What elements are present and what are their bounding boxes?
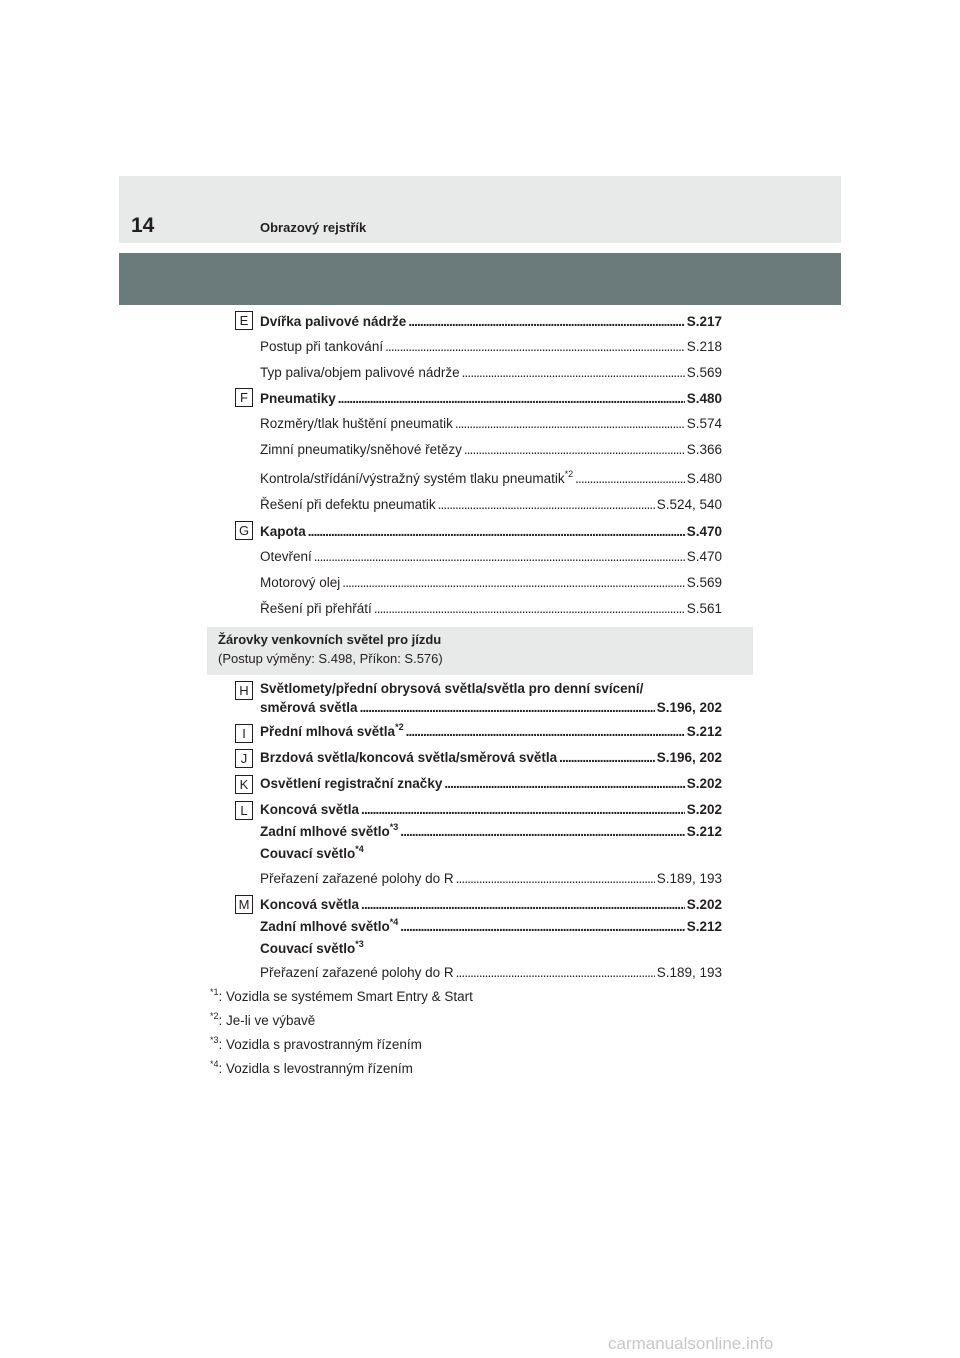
- entry-page[interactable]: S.470: [686, 524, 722, 539]
- footnote: $^{*2}$: Je-li ve výbavě: [210, 1011, 316, 1028]
- entry-page[interactable]: S.470: [686, 549, 722, 564]
- entry-page[interactable]: S.480: [686, 391, 722, 406]
- index-letter-m: M: [235, 895, 253, 914]
- index-entry[interactable]: [260, 721, 722, 743]
- footnote-ref: *3: [355, 939, 364, 949]
- header-band: [119, 253, 841, 305]
- entry-label: Kapota: [260, 524, 306, 539]
- entry-label: Koncová světla: [260, 897, 360, 912]
- entry-label: Couvací světlo$^{*3}$: [260, 939, 364, 956]
- footnote-ref: *4: [389, 917, 399, 927]
- index-entry[interactable]: [260, 598, 722, 620]
- index-entry[interactable]: [260, 468, 722, 490]
- watermark: carmanualsonline.info: [608, 1334, 774, 1353]
- entry-label: Koncová světla: [260, 802, 360, 817]
- group-title: Žárovky venkovních světel pro jízdu: [218, 632, 442, 647]
- entry-label: Typ paliva/objem palivové nádrže: [260, 365, 460, 380]
- entry-label: Couvací světlo$^{*4}$: [260, 844, 364, 861]
- entry-label: Zadní mlhové světlo$^{*4}$: [260, 917, 399, 934]
- footnote: $^{*1}$: Vozidla se systémem Smart Entry & Start: [210, 987, 473, 1004]
- entry-label: Osvětlení registrační značky: [260, 776, 443, 791]
- index-entry[interactable]: [260, 336, 722, 358]
- index-entry[interactable]: [260, 546, 722, 568]
- index-entry[interactable]: [260, 388, 722, 410]
- entry-label: Přeřazení zařazené polohy do R: [260, 965, 454, 980]
- index-letter-f: F: [235, 388, 253, 407]
- page-header: [119, 176, 841, 243]
- index-letter-e: E: [235, 311, 253, 330]
- index-entry[interactable]: [260, 747, 722, 769]
- page-number: 14: [131, 214, 155, 237]
- entry-page[interactable]: S.189, 193: [656, 871, 722, 886]
- index-entry[interactable]: [260, 799, 722, 821]
- index-entry[interactable]: [260, 572, 722, 594]
- entry-page[interactable]: S.366: [686, 442, 722, 457]
- entry-label: Brzdová světla/koncová světla/směrová světla: [260, 750, 558, 765]
- entry-page[interactable]: S.480: [686, 471, 722, 486]
- entry-page[interactable]: S.524, 540: [656, 497, 722, 512]
- entry-label: Zimní pneumatiky/sněhové řetězy: [260, 442, 462, 457]
- entry-page[interactable]: S.561: [686, 601, 722, 616]
- footnote-ref: *3: [389, 822, 399, 832]
- entry-label: směrová světla: [260, 700, 358, 715]
- bulb-group-box: [207, 627, 753, 675]
- entry-label: Zadní mlhové světlo$^{*3}$: [260, 822, 399, 839]
- entry-page[interactable]: S.202: [686, 897, 722, 912]
- index-entry[interactable]: [260, 439, 722, 461]
- index-entry[interactable]: [260, 868, 722, 890]
- entry-page[interactable]: S.218: [686, 339, 722, 354]
- entry-page[interactable]: S.189, 193: [656, 965, 722, 980]
- entry-label: Pneumatiky: [260, 391, 336, 406]
- entry-page[interactable]: S.212: [686, 919, 722, 934]
- index-entry[interactable]: [260, 938, 722, 960]
- index-entry[interactable]: [260, 494, 722, 516]
- entry-label: Otevření: [260, 549, 312, 564]
- entry-page[interactable]: S.212: [686, 724, 722, 739]
- index-entry[interactable]: [260, 894, 722, 916]
- entry-page[interactable]: S.574: [686, 416, 722, 431]
- entry-label: Řešení při přehřátí: [260, 601, 372, 616]
- index-entry[interactable]: [260, 521, 722, 543]
- entry-page[interactable]: S.569: [686, 365, 722, 380]
- entry-label: Přeřazení zařazené polohy do R: [260, 871, 454, 886]
- footnote: $^{*4}$: Vozidla s levostranným řízením: [210, 1059, 413, 1076]
- index-entry[interactable]: [260, 362, 722, 384]
- group-subtitle: (Postup výměny: S.498, Příkon: S.576): [218, 651, 443, 666]
- entry-label: Dvířka palivové nádrže: [260, 314, 407, 329]
- entry-label: Přední mlhová světla$^{*2}$: [260, 722, 404, 739]
- index-entry[interactable]: [260, 962, 722, 984]
- footnote: $^{*3}$: Vozidla s pravostranným řízením: [210, 1035, 422, 1052]
- entry-page[interactable]: S.569: [686, 575, 722, 590]
- entry-label: Postup při tankování: [260, 339, 384, 354]
- index-letter-j: J: [235, 749, 253, 768]
- entry-label: Kontrola/střídání/výstražný systém tlaku pneumatik$^{*2}$: [260, 469, 574, 486]
- index-entry[interactable]: [260, 916, 722, 938]
- index-letter-h: H: [235, 681, 253, 700]
- entry-label: Řešení při defektu pneumatik: [260, 497, 436, 512]
- index-letter-g: G: [235, 521, 253, 540]
- index-entry[interactable]: [260, 413, 722, 435]
- index-entry[interactable]: [260, 697, 722, 719]
- footnote-ref: *4: [355, 844, 364, 854]
- entry-label: Světlomety/přední obrysová světla/světla pro denní svícení/: [260, 681, 644, 696]
- index-letter-l: L: [235, 801, 253, 820]
- index-letter-k: K: [235, 775, 253, 794]
- footnote-ref: *2: [564, 469, 574, 479]
- index-letter-i: I: [235, 724, 253, 743]
- index-entry[interactable]: [260, 311, 722, 333]
- section-title: Obrazový rejstřík: [260, 220, 367, 235]
- entry-page[interactable]: S.196, 202: [656, 750, 722, 765]
- entry-page[interactable]: S.196, 202: [656, 700, 722, 715]
- entry-page[interactable]: S.202: [686, 776, 722, 791]
- index-entry[interactable]: [260, 843, 722, 865]
- index-entry[interactable]: [260, 773, 722, 795]
- footnote-ref: *2: [395, 722, 404, 732]
- entry-page[interactable]: S.212: [686, 824, 722, 839]
- entry-page[interactable]: S.202: [686, 802, 722, 817]
- entry-label: Rozměry/tlak huštění pneumatik: [260, 416, 453, 431]
- entry-page[interactable]: S.217: [686, 314, 722, 329]
- index-entry[interactable]: [260, 821, 722, 843]
- entry-label: Motorový olej: [260, 575, 341, 590]
